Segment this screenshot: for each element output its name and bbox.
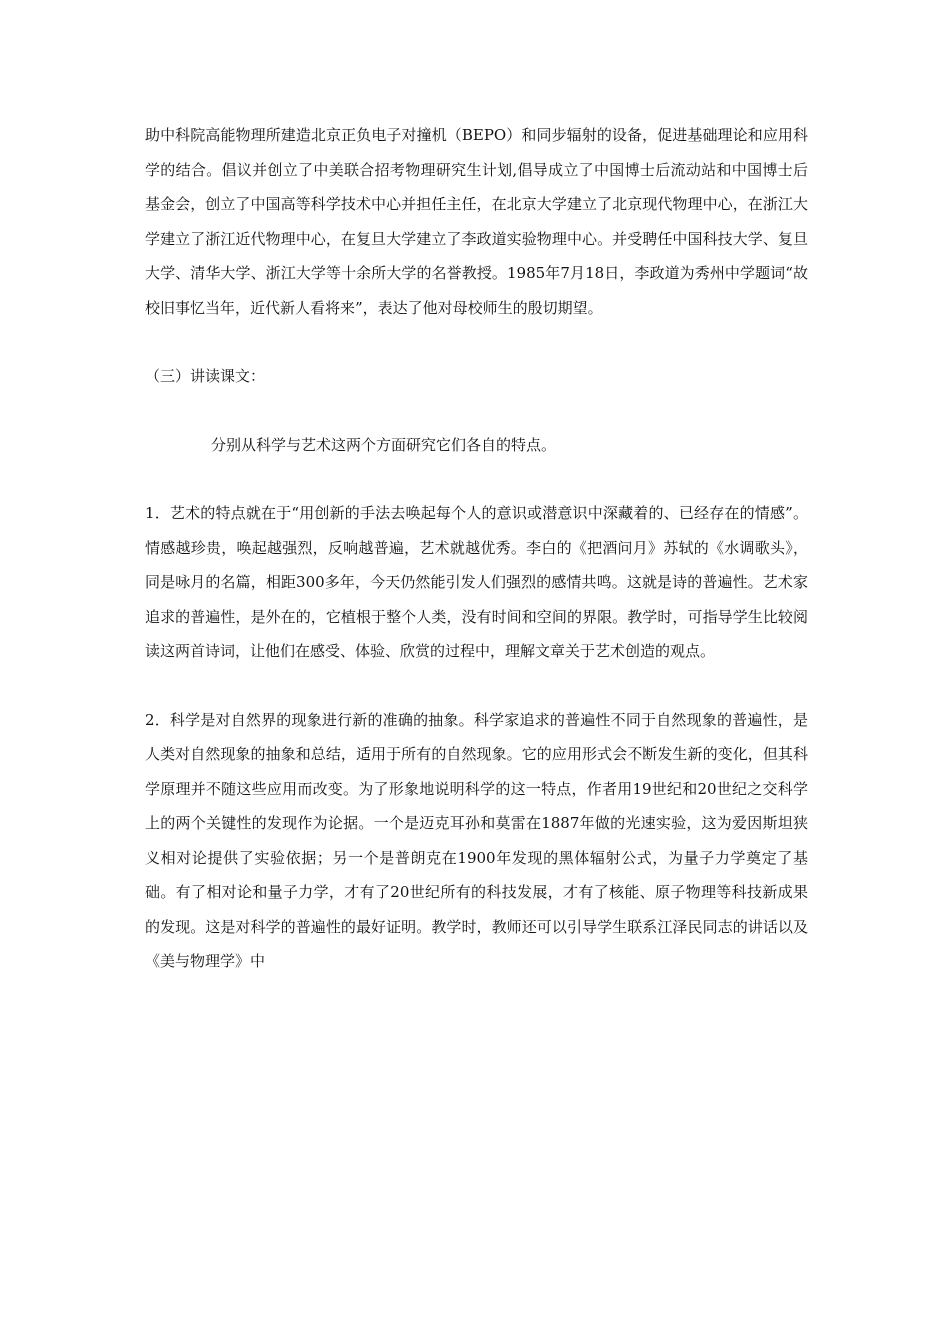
section-heading: （三）讲读课文： xyxy=(145,367,266,385)
paragraph-art: 1．艺术的特点就在于“用创新的手法去唤起每个人的意识或潜意识中深藏着的、已经存在的情感”。情感越珍贵，唤起越强烈，反响越普遍，艺术就越优秀。李白的《把酒问月》苏轼的《水调歌头》，同是咏月的名篇，相距300多年，今天仍然能引发人们强烈的感情共鸣。这就是诗的普遍性。艺术家追求的普遍性，是外在的，它植根于整个人类，没有时间和空间的界限。教学时，可指导学生比较阅读这两首诗词，让他们在感受、体验、欣赏的过程中，理解文章关于艺术创造的观点。 xyxy=(145,504,808,660)
paragraph-biography: 助中科院高能物理所建造北京正负电子对撞机（BEPO）和同步辐射的设备，促进基础理论和应用科学的结合。倡议并创立了中美联合招考物理研究生计划,倡导成立了中国博士后流动站和中国博士后基金会，创立了中国高等科学技术中心并担任主任，在北京大学建立了北京现代物理中心，在浙江大学建立了浙江近代物理中心，在复旦大学建立了李政道实验物理中心。并受聘任中国科技大学、复旦大学、清华大学、浙江大学等十余所大学的名誉教授。1985年7月18日，李政道为秀州中学题词“故校旧事忆当年，近代新人看将来”，表达了他对母校师生的殷切期望。 xyxy=(145,126,808,317)
document-body xyxy=(145,118,808,979)
paragraph-science: 2．科学是对自然界的现象进行新的准确的抽象。科学家追求的普遍性不同于自然现象的普遍性，是人类对自然现象的抽象和总结，适用于所有的自然现象。它的应用形式会不断发生新的变化，但其科学原理并不随这些应用而改变。为了形象地说明科学的这一特点，作者用19世纪和20世纪之交科学上的两个关键性的发现作为论据。一个是迈克耳孙和莫雷在1887年做的光速实验，这为爱因斯坦狭义相对论提供了实验依据；另一个是普朗克在1900年发现的黑体辐射公式，为量子力学奠定了基础。有了相对论和量子力学，才有了20世纪所有的科技发展，才有了核能、原子物理等科技新成果的发现。这是对科学的普遍性的最好证明。教学时，教师还可以引导学生联系江泽民同志的讲话以及《美与物理学》中 xyxy=(145,710,808,970)
paragraph-intro: 分别从科学与艺术这两个方面研究它们各自的特点。 xyxy=(211,435,557,454)
